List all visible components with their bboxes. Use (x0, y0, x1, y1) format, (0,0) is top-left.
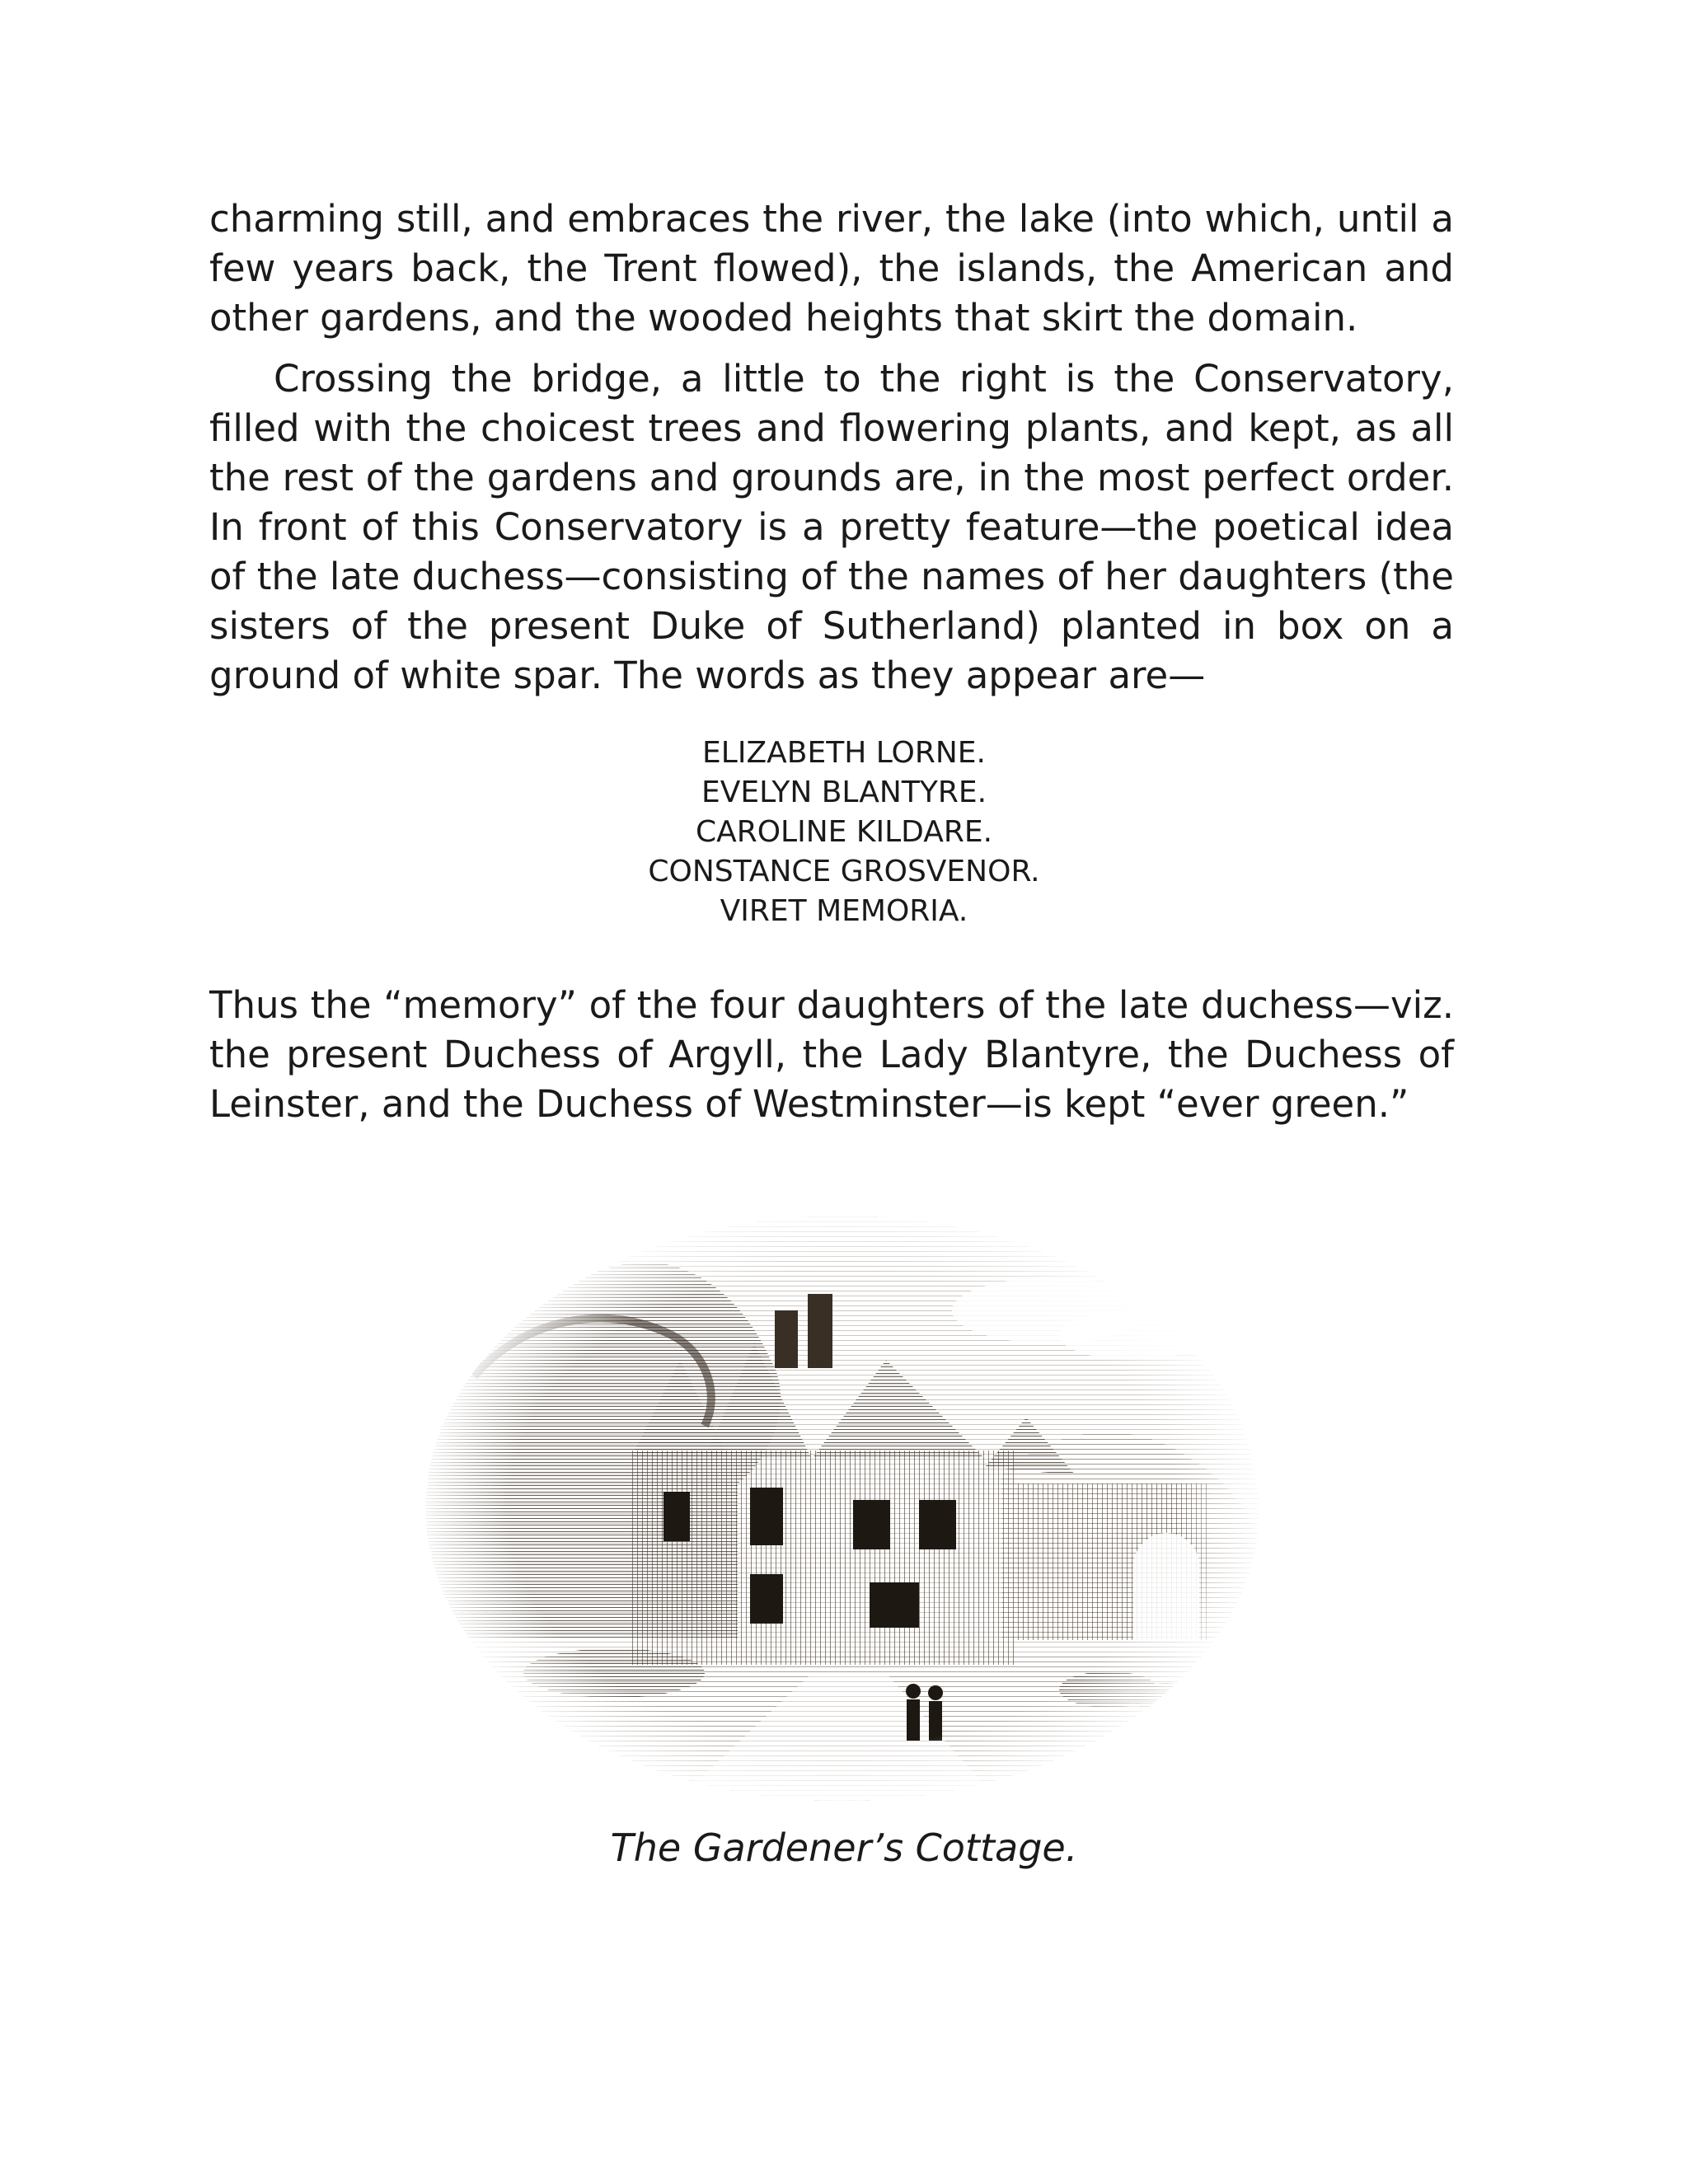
body-paragraph-2: Crossing the bridge, a little to the right is the Conservatory, filled with the choicest trees and flowering plants, and kept, as all the rest of the gardens and grounds are, in the most perfect order. In front of this Conservatory is a pretty feature—the poetical idea of the late duchess—consisting of the names of her daughters (the sisters of the present Duke of Sutherland) planted in box on a ground of white spar. The words as they appear are— (209, 357, 1454, 697)
name-line-3: CAROLINE KILDARE. (695, 815, 993, 849)
name-line-5: VIRET MEMORIA. (720, 894, 968, 928)
body-paragraph-3: Thus the “memory” of the four daughters of the late duchess—viz. the present Duchess of Argyll, the Lady Blantyre, the Duchess of Leinster, and the Duchess of Westminster—is kept “ever green.” (209, 983, 1454, 1126)
gardeners-cottage-engraving (424, 1212, 1261, 1805)
name-line-4: CONSTANCE GROSVENOR. (648, 855, 1040, 888)
illustration-caption: The Gardener’s Cottage. (610, 1825, 1078, 1870)
body-paragraph-1: charming still, and embraces the river, the lake (into which, until a few years back, the Trent flowed), the islands, the American and other gardens, and the wooded heights that skirt the domain. (209, 197, 1454, 340)
name-line-1: ELIZABETH LORNE. (702, 736, 986, 770)
daughters-names-list (0, 733, 1688, 931)
name-line-2: EVELYN BLANTYRE. (701, 776, 987, 809)
